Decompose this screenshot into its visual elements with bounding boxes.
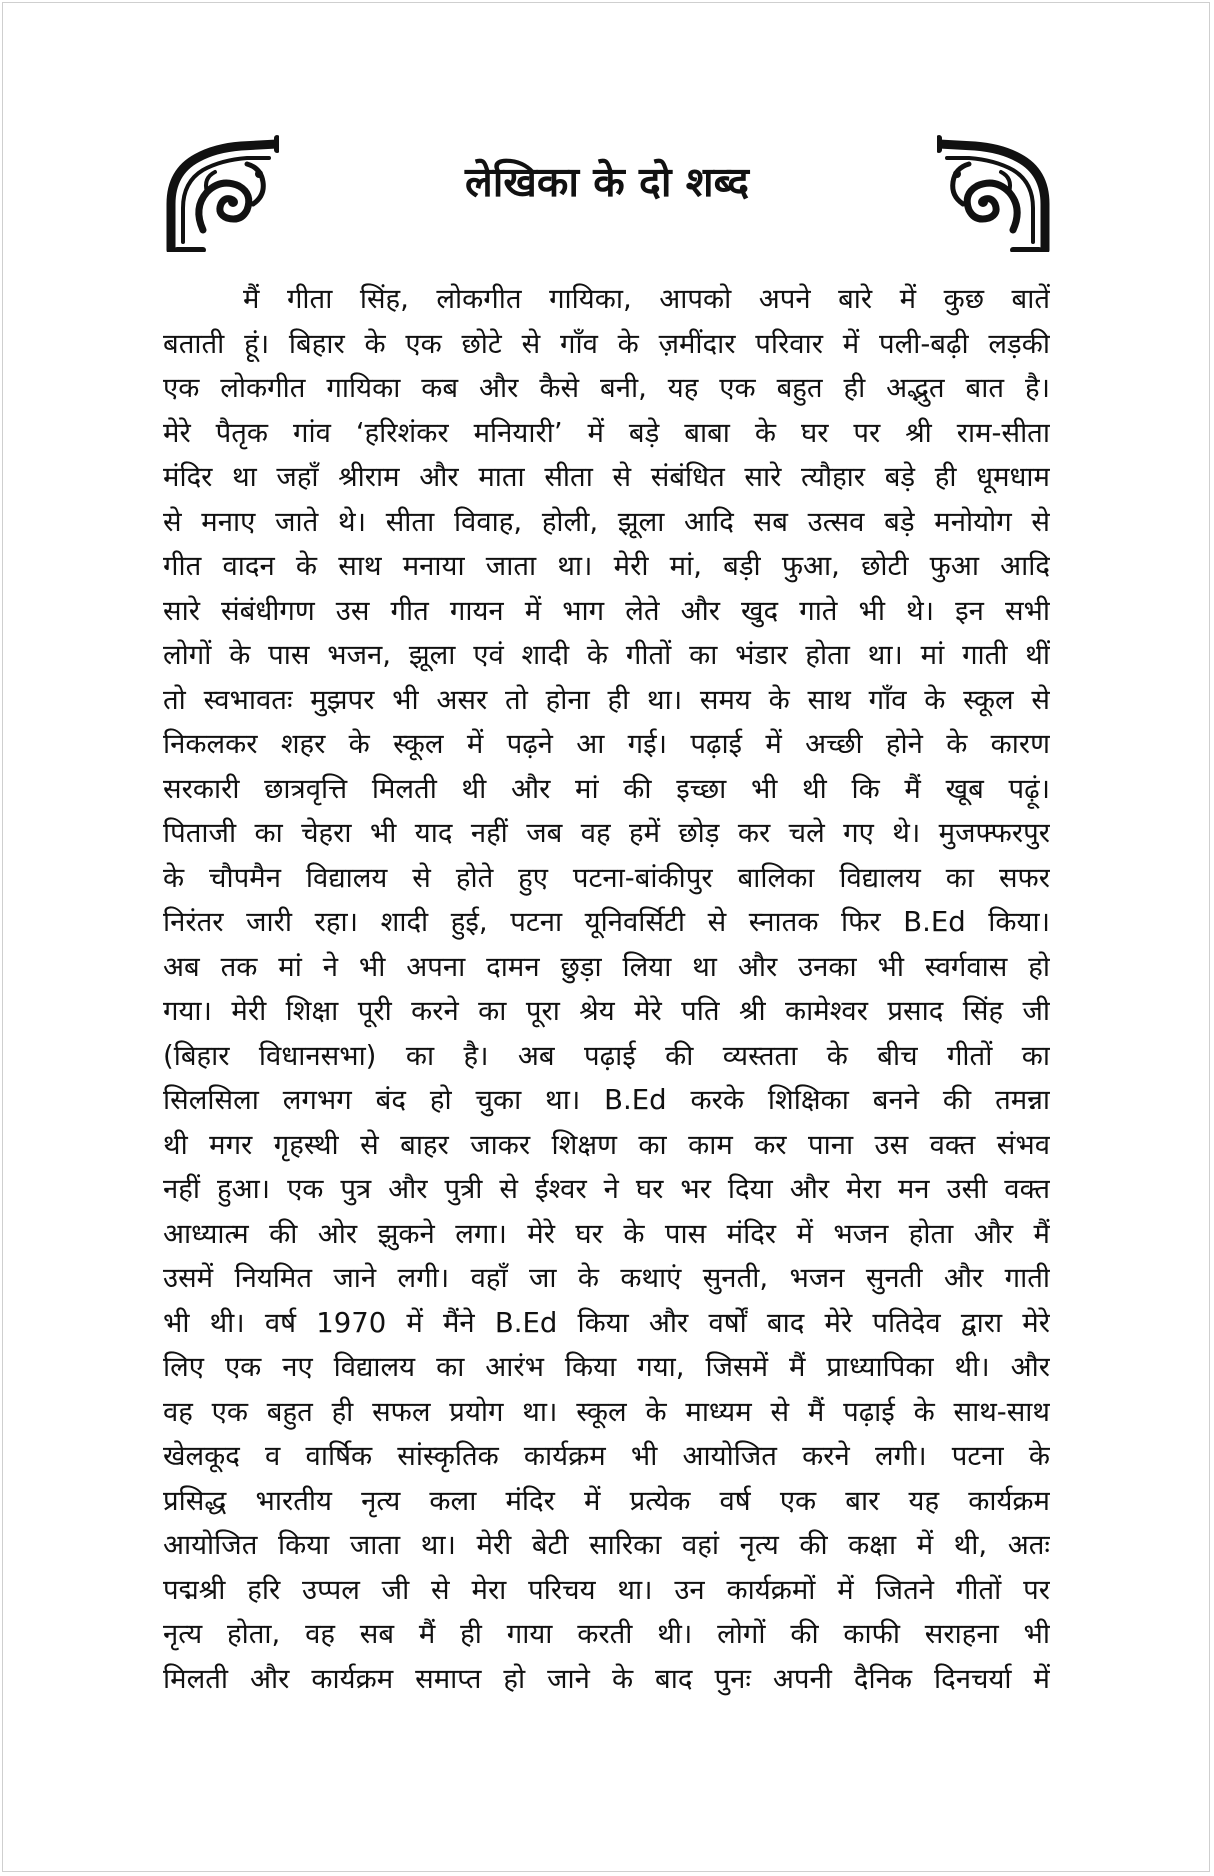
text-line: खेलकूद व वार्षिक सांस्कृतिक कार्यक्रम भी आयोजित करने लगी। पटना के (163, 1440, 1050, 1472)
text-line: गया। मेरी शिक्षा पूरी करने का पूरा श्रेय मेरे पति श्री कामेश्वर प्रसाद सिंह जी (163, 995, 1050, 1027)
text-line: मंदिर था जहाँ श्रीराम और माता सीता से संबंधित सारे त्यौहार बड़े ही धूमधाम (163, 461, 1050, 493)
text-line: मेरे पैतृक गांव ‘हरिशंकर मनियारी’ में बड़े बाबा के घर पर श्री राम-सीता (163, 416, 1050, 449)
text-line: निरंतर जारी रहा। शादी हुई, पटना यूनिवर्सिटी से स्नातक फिर B.Ed किया। (163, 906, 1050, 938)
text-line: पिताजी का चेहरा भी याद नहीं जब वह हमें छोड़ कर चले गए थे। मुजफ्फरपुर (163, 817, 1050, 849)
text-line: एक लोकगीत गायिका कब और कैसे बनी, यह एक बहुत ही अद्भुत बात है। (163, 372, 1050, 404)
scroll-ornament-icon (163, 134, 279, 252)
text-line: निकलकर शहर के स्कूल में पढ़ने आ गई। पढ़ाई में अच्छी होने के कारण (163, 728, 1050, 760)
text-line: लिए एक नए विद्यालय का आरंभ किया गया, जिसमें मैं प्राध्यापिका थी। और (163, 1351, 1050, 1383)
text-line: उसमें नियमित जाने लगी। वहाँ जा के कथाएं सुनती, भजन सुनती और गाती (163, 1262, 1050, 1294)
text-line: आध्यात्म की ओर झुकने लगा। मेरे घर के पास मंदिर में भजन होता और मैं (163, 1217, 1050, 1250)
text-line: प्रसिद्ध भारतीय नृत्य कला मंदिर में प्रत्येक वर्ष एक बार यह कार्यक्रम (163, 1484, 1050, 1517)
text-line: गीत वादन के साथ मनाया जाता था। मेरी मां, बड़ी फुआ, छोटी फुआ आदि (163, 550, 1050, 582)
text-line: थी मगर गृहस्थी से बाहर जाकर शिक्षण का काम कर पाना उस वक्त संभव (163, 1128, 1050, 1161)
text-line: सरकारी छात्रवृत्ति मिलती थी और मां की इच्छा भी थी कि मैं खूब पढ़ूं। (163, 772, 1050, 805)
text-line: सारे संबंधीगण उस गीत गायन में भाग लेते और खुद गाते भी थे। इन सभी (163, 594, 1050, 627)
text-line: मैं गीता सिंह, लोकगीत गायिका, आपको अपने बारे में कुछ बातें (243, 283, 1050, 315)
scroll-ornament-icon (937, 134, 1053, 252)
body-paragraph (163, 277, 1050, 1701)
text-line: पद्मश्री हरि उप्पल जी से मेरा परिचय था। उन कार्यक्रमों में जितने गीतों पर (163, 1573, 1050, 1606)
text-line: के चौपमैन विद्यालय से होते हुए पटना-बांकीपुर बालिका विद्यालय का सफर (163, 861, 1050, 894)
text-line: नहीं हुआ। एक पुत्र और पुत्री से ईश्वर ने घर भर दिया और मेरा मन उसी वक्त (163, 1173, 1050, 1205)
text-line: (बिहार विधानसभा) का है। अब पढ़ाई की व्यस्तता के बीच गीतों का (163, 1039, 1050, 1072)
text-line: से मनाए जाते थे। सीता विवाह, होली, झूला आदि सब उत्सव बड़े मनोयोग से (163, 505, 1050, 538)
text-line: वह एक बहुत ही सफल प्रयोग था। स्कूल के माध्यम से मैं पढ़ाई के साथ-साथ (163, 1395, 1050, 1428)
text-line: बताती हूं। बिहार के एक छोटे से गाँव के ज़मींदार परिवार में पली-बढ़ी लड़की (163, 327, 1050, 360)
text-line: नृत्य होता, वह सब मैं ही गाया करती थी। लोगों की काफी सराहना भी (163, 1618, 1050, 1650)
text-line: अब तक मां ने भी अपना दामन छुड़ा लिया था और उनका भी स्वर्गवास हो (163, 950, 1050, 983)
text-line: लोगों के पास भजन, झूला एवं शादी के गीतों का भंडार होता था। मां गाती थीं (163, 639, 1050, 671)
text-line: तो स्वभावतः मुझपर भी असर तो होना ही था। समय के साथ गाँव के स्कूल से (163, 683, 1050, 716)
page-title: लेखिका के दो शब्द (464, 158, 750, 206)
text-line: मिलती और कार्यक्रम समाप्त हो जाने के बाद पुनः अपनी दैनिक दिनचर्या में (163, 1662, 1050, 1695)
text-line: भी थी। वर्ष 1970 में मैंने B.Ed किया और वर्षों बाद मेरे पतिदेव द्वारा मेरे (163, 1306, 1050, 1339)
text-line: आयोजित किया जाता था। मेरी बेटी सारिका वहां नृत्य की कक्षा में थी, अतः (163, 1529, 1050, 1561)
text-line: सिलसिला लगभग बंद हो चुका था। B.Ed करके शिक्षिका बनने की तमन्ना (163, 1084, 1050, 1116)
